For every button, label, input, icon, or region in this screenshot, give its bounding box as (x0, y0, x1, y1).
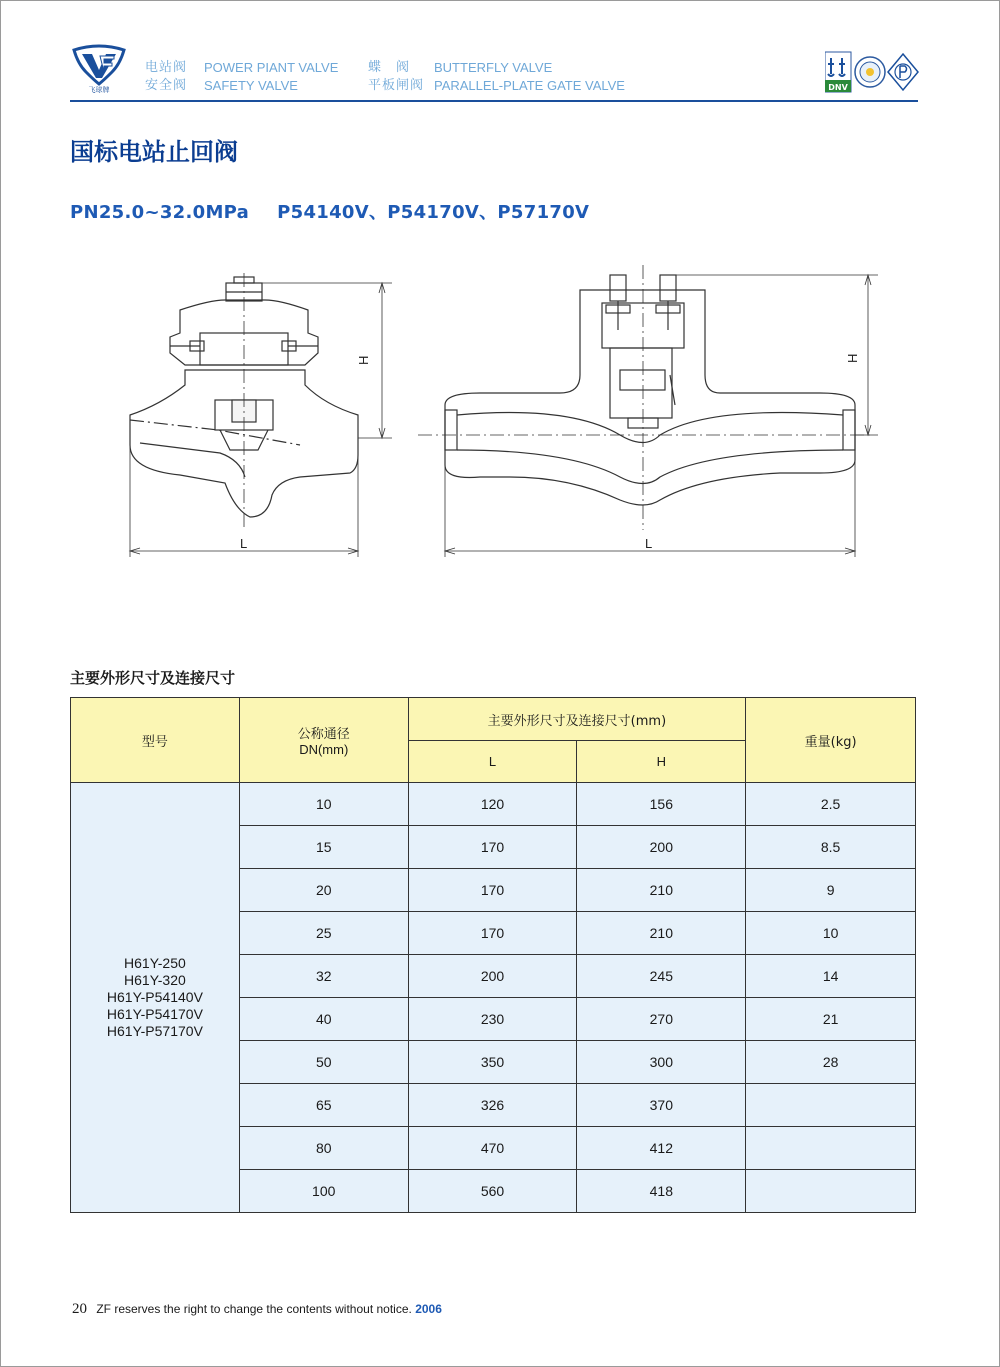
cell-weight (746, 1170, 916, 1213)
svg-text:H: H (356, 355, 371, 365)
cell-weight: 9 (746, 869, 916, 912)
cell-dn: 80 (239, 1127, 408, 1170)
cell-l: 350 (408, 1041, 577, 1084)
cell-l: 560 (408, 1170, 577, 1213)
cell-l: 470 (408, 1127, 577, 1170)
valve-drawings (100, 255, 900, 565)
cell-weight: 28 (746, 1041, 916, 1084)
cell-dn: 100 (239, 1170, 408, 1213)
cell-h: 270 (577, 998, 746, 1041)
cell-weight: 8.5 (746, 826, 916, 869)
valve-drawing-small (130, 273, 392, 557)
model-list: P54140V、P54170V、P57170V (277, 202, 590, 223)
cell-weight (746, 1084, 916, 1127)
header-en-col2: BUTTERFLY VALVE PARALLEL-PLATE GATE VALVE (434, 60, 625, 93)
cell-l: 326 (408, 1084, 577, 1127)
cell-dn: 15 (239, 826, 408, 869)
header-dn: 公称通径 DN(mm) (239, 698, 408, 783)
page-number: 20 (72, 1301, 87, 1317)
header-dimensions: 主要外形尺寸及连接尺寸(mm) (408, 698, 746, 741)
svg-text:飞球牌: 飞球牌 (88, 86, 110, 94)
header-weight: 重量(kg) (746, 698, 916, 783)
cell-dn: 25 (239, 912, 408, 955)
cell-weight (746, 1127, 916, 1170)
page-subtitle (70, 198, 617, 224)
header-cn-col2: 蝶 阀 平板闸阀 (368, 60, 425, 93)
header-cn-col1: 电站阀 安全阀 (145, 60, 188, 93)
cell-h: 210 (577, 912, 746, 955)
cell-h: 210 (577, 869, 746, 912)
table-caption: 主要外形尺寸及连接尺寸 (70, 669, 236, 687)
cell-weight: 21 (746, 998, 916, 1041)
cell-l: 170 (408, 869, 577, 912)
cell-h: 370 (577, 1084, 746, 1127)
cell-h: 300 (577, 1041, 746, 1084)
api-diamond-icon (888, 54, 918, 90)
header-l: L (408, 741, 577, 783)
cell-h: 245 (577, 955, 746, 998)
svg-text:H: H (845, 353, 860, 363)
dimension-table (70, 697, 916, 1213)
header-model: 型号 (71, 698, 240, 783)
cell-dn: 40 (239, 998, 408, 1041)
cell-dn: 65 (239, 1084, 408, 1127)
page-title: 国标电站止回阀 (70, 138, 238, 166)
cell-h: 200 (577, 826, 746, 869)
cell-weight: 2.5 (746, 783, 916, 826)
svg-text:DNV: DNV (828, 83, 848, 92)
cell-l: 170 (408, 912, 577, 955)
cell-h: 418 (577, 1170, 746, 1213)
page-footer (72, 1301, 442, 1318)
pressure-rating: PN25.0~32.0MPa (70, 202, 250, 223)
cell-dn: 32 (239, 955, 408, 998)
valve-drawing-large (418, 265, 878, 557)
cell-h: 156 (577, 783, 746, 826)
zf-logo-icon (70, 44, 128, 94)
cell-dn: 20 (239, 869, 408, 912)
cell-l: 230 (408, 998, 577, 1041)
footer-notice: ZF reserves the right to change the contents without notice. (96, 1302, 412, 1316)
cell-dn: 10 (239, 783, 408, 826)
cell-dn: 50 (239, 1041, 408, 1084)
svg-text:L: L (240, 536, 248, 551)
header-h: H (577, 741, 746, 783)
certification-logos (825, 50, 920, 96)
cell-l: 200 (408, 955, 577, 998)
cell-l: 170 (408, 826, 577, 869)
footer-year: 2006 (415, 1302, 442, 1316)
cell-l: 120 (408, 783, 577, 826)
header-rule (70, 100, 918, 102)
cell-weight: 10 (746, 912, 916, 955)
svg-text:L: L (645, 536, 653, 551)
dnv-logo-icon (825, 52, 851, 92)
cell-h: 412 (577, 1127, 746, 1170)
cell-weight: 14 (746, 955, 916, 998)
table-row (71, 783, 916, 826)
header-en-col1: POWER PIANT VALVE SAFETY VALVE (204, 60, 339, 93)
model-cell: H61Y-250 H61Y-320 H61Y-P54140V H61Y-P54170V H61Y-P57170V (71, 783, 240, 1213)
certification-seal-icon (855, 57, 885, 87)
